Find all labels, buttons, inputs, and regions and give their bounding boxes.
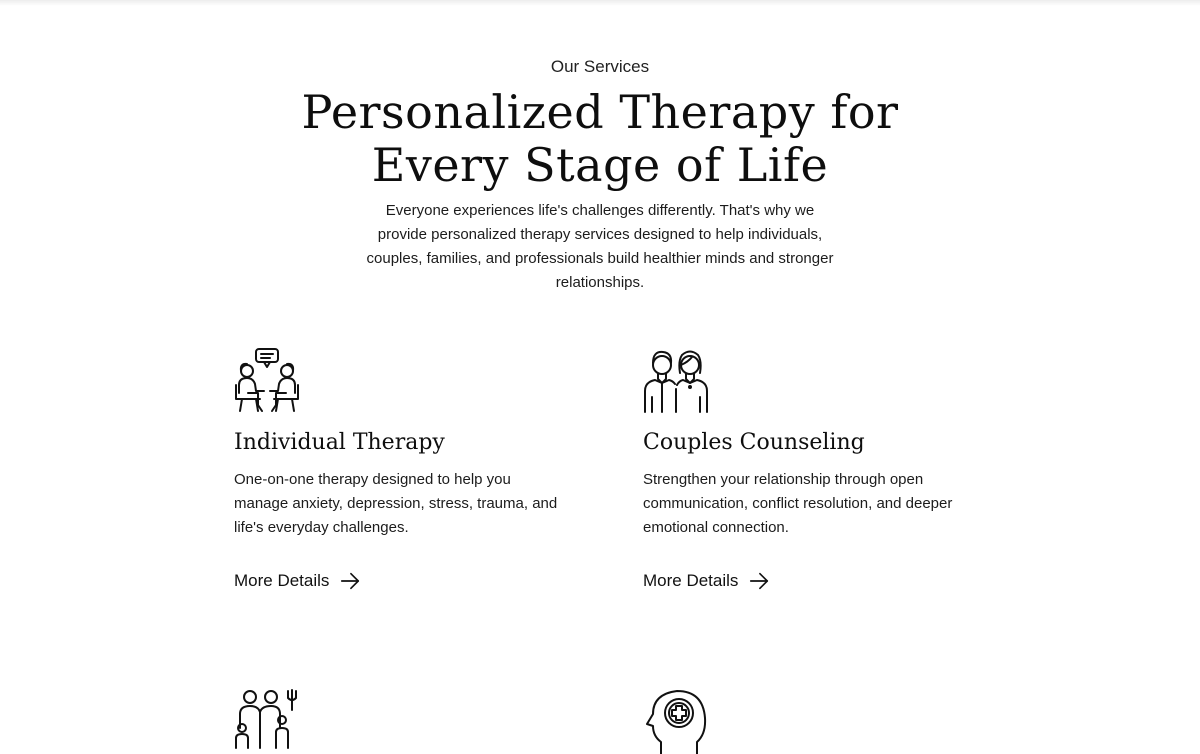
arrow-right-icon xyxy=(339,570,361,592)
family-psychology-icon xyxy=(234,688,300,754)
couple-icon xyxy=(643,347,709,413)
service-card-individual-therapy xyxy=(234,347,564,540)
section-headline xyxy=(300,86,900,192)
headline-line-2: Every Stage of Life xyxy=(371,138,829,192)
section-eyebrow: Our Services xyxy=(550,57,650,76)
service-description: Strengthen your relationship through open communication, conflict resolution, and deeper emotional connection. xyxy=(643,471,953,536)
therapy-session-icon xyxy=(234,347,300,413)
more-details-label: More Details xyxy=(234,571,330,590)
service-description: One-on-one therapy designed to help you manage anxiety, depression, stress, trauma, and life's everyday challenges. xyxy=(234,471,558,536)
service-title: Couples Counseling xyxy=(643,430,865,455)
more-details-link-individual[interactable] xyxy=(234,570,361,592)
service-card-couples-counseling xyxy=(643,347,973,540)
header-shadow xyxy=(0,0,1200,6)
more-details-link-couples[interactable] xyxy=(643,570,770,592)
mental-health-head-icon xyxy=(643,688,709,754)
section-intro: Everyone experiences life's challenges differently. That's why we provide personalized therapy services designed to help individuals, couples, families, and professionals build healthier minds and stronger relationships. xyxy=(366,202,834,291)
more-details-label: More Details xyxy=(643,571,739,590)
service-title: Individual Therapy xyxy=(234,430,445,455)
arrow-right-icon xyxy=(748,570,770,592)
headline-line-1: Personalized Therapy for xyxy=(301,85,899,139)
